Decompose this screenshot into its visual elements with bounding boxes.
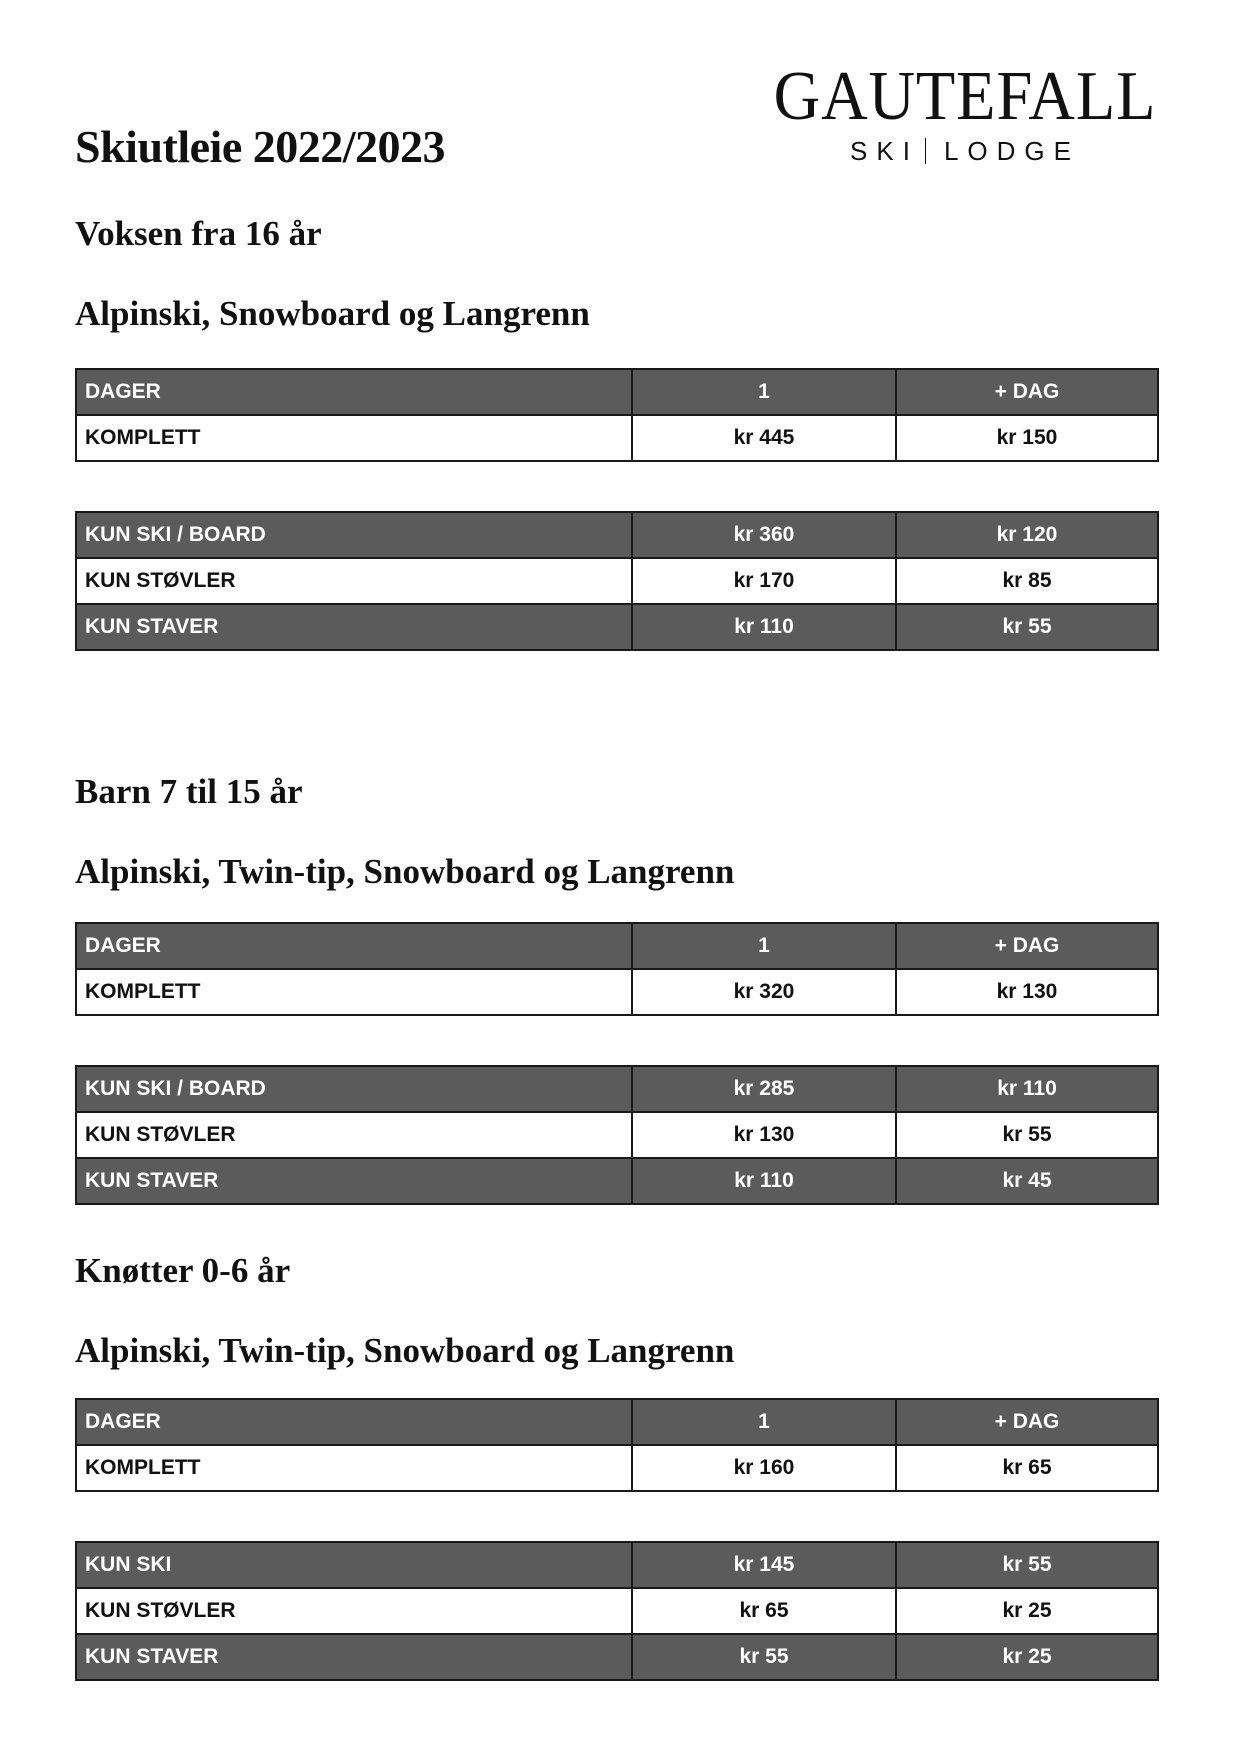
row-label: KOMPLETT <box>76 415 632 461</box>
row-label: KUN STAVER <box>76 1158 632 1204</box>
row-label: KUN SKI <box>76 1542 632 1588</box>
row-label: KUN SKI / BOARD <box>76 512 632 558</box>
price-first-day: 1 <box>632 1399 896 1445</box>
child-complete-table <box>75 922 1159 1016</box>
section-child-heading: Barn 7 til 15 år <box>75 772 303 811</box>
price-first-day: kr 65 <box>632 1588 896 1634</box>
row-label: KOMPLETT <box>76 1445 632 1491</box>
section-adult-equipment: Alpinski, Snowboard og Langrenn <box>75 294 590 333</box>
price-first-day: kr 320 <box>632 969 896 1015</box>
table-row <box>76 1158 1158 1204</box>
toddler-parts-table <box>75 1541 1159 1681</box>
price-first-day: kr 55 <box>632 1634 896 1680</box>
price-first-day: kr 130 <box>632 1112 896 1158</box>
section-toddler-equipment: Alpinski, Twin-tip, Snowboard og Langrenn <box>75 1331 735 1370</box>
price-first-day: kr 110 <box>632 604 896 650</box>
price-extra-day: kr 150 <box>896 415 1158 461</box>
row-label: DAGER <box>76 923 632 969</box>
price-first-day: 1 <box>632 369 896 415</box>
row-label: KUN STAVER <box>76 1634 632 1680</box>
logo-sub-left: SKI <box>850 136 919 166</box>
page-title: Skiutleie 2022/2023 <box>75 121 446 172</box>
row-label: KUN STAVER <box>76 604 632 650</box>
section-toddler-heading: Knøtter 0-6 år <box>75 1251 291 1290</box>
table-row <box>76 604 1158 650</box>
price-first-day: kr 145 <box>632 1542 896 1588</box>
price-extra-day: kr 65 <box>896 1445 1158 1491</box>
price-first-day: kr 170 <box>632 558 896 604</box>
price-extra-day: kr 110 <box>896 1066 1158 1112</box>
price-extra-day: kr 130 <box>896 969 1158 1015</box>
price-extra-day: kr 25 <box>896 1588 1158 1634</box>
adult-parts-table <box>75 511 1159 651</box>
row-label: KUN STØVLER <box>76 1588 632 1634</box>
price-extra-day: + DAG <box>896 1399 1158 1445</box>
table-row <box>76 1588 1158 1634</box>
table-row <box>76 558 1158 604</box>
table-row <box>76 1445 1158 1491</box>
adult-complete-table <box>75 368 1159 462</box>
table-row <box>76 415 1158 461</box>
price-first-day: kr 160 <box>632 1445 896 1491</box>
section-child-equipment: Alpinski, Twin-tip, Snowboard og Langrenn <box>75 852 735 891</box>
section-adult-heading: Voksen fra 16 år <box>75 214 322 253</box>
row-label: KUN STØVLER <box>76 558 632 604</box>
toddler-complete-table <box>75 1398 1159 1492</box>
price-extra-day: kr 55 <box>896 1112 1158 1158</box>
row-label: KUN SKI / BOARD <box>76 1066 632 1112</box>
table-row <box>76 969 1158 1015</box>
table-row <box>76 369 1158 415</box>
price-first-day: kr 285 <box>632 1066 896 1112</box>
price-first-day: 1 <box>632 923 896 969</box>
row-label: DAGER <box>76 1399 632 1445</box>
price-extra-day: + DAG <box>896 923 1158 969</box>
row-label: DAGER <box>76 369 632 415</box>
price-extra-day: + DAG <box>896 369 1158 415</box>
table-row <box>76 1634 1158 1680</box>
logo-divider <box>925 138 926 164</box>
table-row <box>76 923 1158 969</box>
price-extra-day: kr 85 <box>896 558 1158 604</box>
price-extra-day: kr 55 <box>896 604 1158 650</box>
logo-subtitle <box>740 136 1190 167</box>
row-label: KOMPLETT <box>76 969 632 1015</box>
table-row <box>76 1066 1158 1112</box>
child-parts-table <box>75 1065 1159 1205</box>
price-extra-day: kr 25 <box>896 1634 1158 1680</box>
logo-sub-right: LODGE <box>943 136 1080 166</box>
price-first-day: kr 445 <box>632 415 896 461</box>
table-row <box>76 1112 1158 1158</box>
price-extra-day: kr 45 <box>896 1158 1158 1204</box>
table-row <box>76 1542 1158 1588</box>
price-first-day: kr 110 <box>632 1158 896 1204</box>
table-row <box>76 512 1158 558</box>
table-row <box>76 1399 1158 1445</box>
gautefall-logo <box>740 58 1190 167</box>
price-first-day: kr 360 <box>632 512 896 558</box>
price-extra-day: kr 120 <box>896 512 1158 558</box>
price-extra-day: kr 55 <box>896 1542 1158 1588</box>
logo-name: GAUTEFALL <box>773 58 1157 135</box>
row-label: KUN STØVLER <box>76 1112 632 1158</box>
